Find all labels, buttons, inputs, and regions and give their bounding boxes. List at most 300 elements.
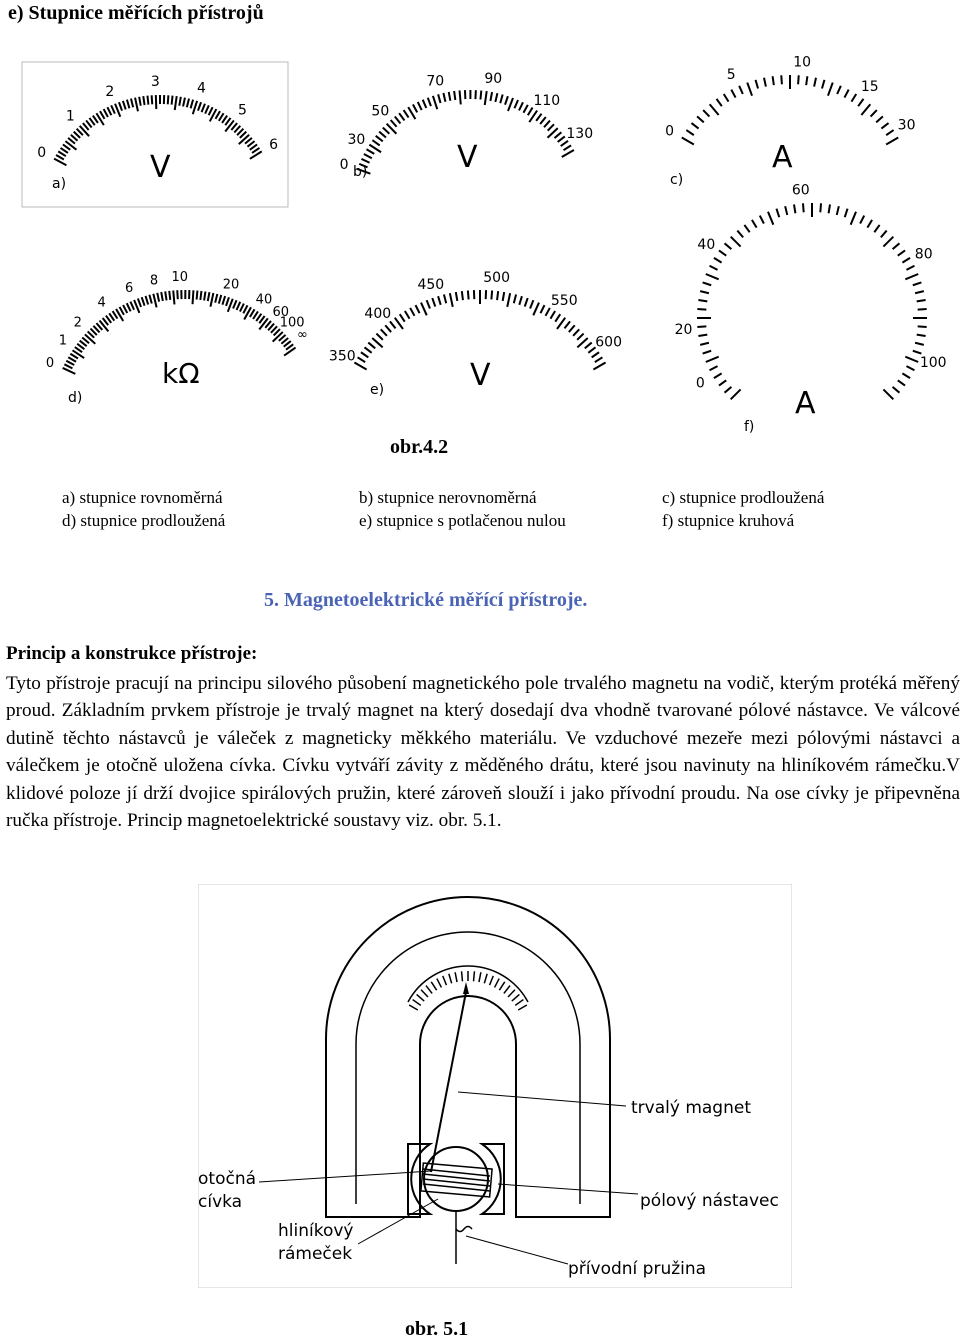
scale-tick [883, 237, 893, 247]
scale-number: 600 [595, 335, 622, 351]
scale-tick [172, 96, 173, 105]
scale-number: 90 [484, 71, 502, 87]
scale-tick [449, 92, 451, 101]
scale-tick [204, 292, 205, 301]
scale-b-tag: b) [353, 164, 367, 180]
scale-number: 3 [151, 74, 160, 90]
scale-number: 60 [273, 305, 290, 320]
scale-tick [725, 243, 732, 249]
scale-tick [368, 343, 375, 349]
scale-tick [851, 94, 856, 102]
scale-tick [421, 303, 427, 316]
scale-tick [893, 243, 900, 249]
scale-tick [222, 296, 225, 305]
scale-tick [500, 95, 502, 104]
scale-number: 15 [861, 79, 879, 95]
scale-tick [491, 291, 492, 300]
scale-tick [703, 282, 712, 285]
scale-tick [405, 311, 410, 319]
scale-tick [703, 110, 709, 116]
diagram-scale-tick [409, 1005, 418, 1010]
scale-tick [918, 309, 927, 310]
scale-tick [70, 354, 78, 359]
scale-tick [858, 99, 863, 106]
label-pole: pólový nástavec [640, 1191, 779, 1211]
scale-number: 0 [46, 356, 54, 371]
scale-f-unit: A [795, 386, 816, 421]
scale-tick [917, 300, 926, 301]
scale-tick [168, 95, 169, 104]
scale-tick [165, 291, 166, 300]
scale-tick [898, 250, 905, 255]
scale-tick [886, 138, 898, 145]
scale-tick [56, 155, 64, 160]
scale-tick [530, 300, 533, 308]
scale-tick [468, 291, 469, 300]
scale-tick [752, 220, 757, 228]
scale-tick [523, 105, 527, 113]
scale-tick [428, 98, 431, 106]
instrument-scales-figure [0, 0, 960, 470]
scale-tick [381, 329, 387, 336]
scale-tick [456, 292, 458, 301]
scale-tick [828, 83, 833, 96]
diagram-scale-tick [449, 974, 452, 984]
permanent-magnet [326, 897, 610, 1217]
diagram-scale-tick [462, 971, 463, 981]
scale-tick [358, 357, 366, 362]
scale-tick [773, 76, 774, 85]
scale-tick [169, 291, 170, 300]
scale-number: 100 [920, 355, 947, 371]
scale-tick [142, 297, 145, 306]
scale-tick [798, 75, 799, 84]
scale-tick [104, 109, 108, 117]
scale-tick [814, 78, 816, 87]
scale-tick [119, 102, 122, 110]
scale-d-unit: kΩ [162, 357, 200, 390]
scale-tick [860, 216, 864, 224]
scale-tick [764, 78, 766, 87]
scale-tick [135, 98, 138, 112]
scale-tick [682, 138, 694, 145]
scale-number: 50 [371, 103, 389, 119]
subheading: Princip a konstrukce přístroje: [6, 643, 257, 665]
scale-tick [719, 380, 726, 385]
scale-number: 1 [59, 334, 67, 349]
scale-tick [592, 352, 599, 357]
scale-tick [107, 107, 111, 115]
scale-tick [219, 113, 224, 121]
scale-tick [514, 295, 516, 304]
scale-tick [209, 107, 213, 115]
scale-tick [383, 128, 390, 134]
scale-tick [427, 300, 430, 308]
scale-tick [127, 303, 131, 311]
scale-tick [376, 334, 382, 340]
scale-tick [395, 318, 403, 329]
scale-tick [400, 314, 405, 321]
scale-number: 60 [792, 182, 810, 198]
scale-tick [366, 149, 374, 154]
scale-tick [573, 329, 579, 336]
scale-number: 30 [347, 132, 365, 148]
scale-tick [714, 373, 722, 378]
scale-tick [63, 368, 76, 374]
scale-tick [706, 357, 719, 362]
scale-tick [385, 325, 391, 332]
scale-tick [785, 206, 787, 215]
scale-tick [250, 309, 255, 317]
scale-tick [253, 311, 258, 319]
scale-number: 8 [150, 273, 158, 288]
scale-tick [497, 291, 498, 300]
scale-tick [913, 351, 922, 354]
scale-number: 0 [696, 376, 705, 392]
scale-tick [555, 132, 562, 138]
scale-tick [519, 102, 523, 110]
scale-tick [837, 86, 841, 94]
scale-f-tag: f) [744, 419, 754, 435]
scale-tick [540, 117, 546, 124]
scale-tick [525, 298, 528, 306]
scale-number: 100 [280, 315, 305, 330]
scale-tick [376, 136, 383, 142]
scale-tick [710, 266, 718, 270]
scale-number: 10 [793, 55, 811, 71]
scale-number: 1 [66, 108, 75, 124]
diagram-scale-tick [443, 976, 447, 985]
diagram-scale-tick [504, 986, 510, 994]
scale-tick [485, 91, 487, 105]
scale-tick [215, 294, 217, 303]
caption-a: a) stupnice rovnoměrná [62, 488, 223, 508]
scale-tick [700, 291, 709, 293]
scale-tick [794, 204, 795, 213]
scale-tick [915, 343, 924, 345]
diagram-scale-tick [515, 1000, 523, 1006]
scale-number: 20 [223, 277, 240, 292]
scale-tick [747, 83, 752, 96]
scale-tick [379, 132, 386, 138]
scale-tick [906, 266, 914, 270]
scale-tick [898, 380, 905, 385]
scale-number: 70 [426, 74, 444, 90]
scale-tick [806, 76, 807, 85]
scale-tick [918, 326, 927, 327]
scale-tick [438, 94, 440, 103]
scale-tick [438, 296, 441, 305]
spring [456, 1211, 472, 1232]
caption-e: e) stupnice s potlačenou nulou [359, 511, 566, 531]
scale-tick [187, 99, 189, 108]
scale-number: 80 [915, 247, 933, 263]
scale-tick [130, 302, 134, 310]
scale-tick [585, 343, 592, 349]
scale-tick [905, 357, 918, 362]
scale-tick [698, 335, 707, 336]
scale-tick [562, 150, 574, 157]
scale-tick [250, 144, 257, 149]
scale-tick [544, 121, 550, 128]
scale-f-ticks [697, 203, 927, 399]
scale-tick [233, 300, 236, 308]
scale-tick [423, 100, 427, 108]
scale-tick [410, 308, 414, 316]
scale-tick [202, 104, 205, 112]
scale-b-unit: V [457, 140, 478, 175]
scale-tick [505, 96, 508, 105]
scale-number: 500 [483, 270, 510, 286]
diagram-scale-tick [431, 982, 436, 990]
scale-tick [577, 334, 583, 340]
scale-tick [191, 100, 193, 109]
scale-tick [64, 364, 72, 368]
pole-shoe-right [482, 1144, 504, 1214]
scale-tick [495, 93, 497, 102]
scale-number: 20 [675, 322, 693, 338]
scale-tick [432, 298, 435, 306]
diagram-scale-tick [437, 979, 442, 988]
scale-number: 550 [551, 293, 578, 309]
scale-tick [691, 123, 698, 129]
scale-tick [198, 102, 201, 110]
scale-tick [508, 98, 513, 111]
scale-tick [744, 225, 749, 232]
scale-tick [93, 116, 98, 123]
scale-tick [507, 293, 510, 307]
scale-tick [404, 110, 409, 117]
scale-tick [111, 105, 115, 113]
scale-tick [883, 389, 893, 399]
scale-number: 110 [533, 93, 560, 109]
scale-tick [139, 97, 141, 106]
scale-tick [100, 111, 105, 119]
scale-tick [54, 159, 66, 166]
scale-tick [240, 304, 244, 312]
scale-tick [731, 237, 741, 247]
scale-tick [564, 321, 570, 328]
caption-d: d) stupnice prodloužená [62, 511, 225, 531]
diagram-scale-tick [512, 994, 520, 1001]
scale-number: 6 [269, 137, 278, 153]
scale-e-tag: e) [370, 382, 384, 398]
scale-number: 0 [37, 145, 46, 161]
diagram-scale-tick [413, 1000, 421, 1006]
scale-tick [710, 366, 718, 370]
scale-number: 350 [329, 349, 356, 365]
scale-tick [902, 373, 910, 378]
scale-tick [703, 351, 712, 354]
scale-tick [756, 80, 758, 89]
scale-tick [719, 250, 726, 255]
scale-tick [58, 151, 66, 156]
scale-a-tag: a) [52, 176, 66, 192]
section-title: 5. Magnetoelektrické měřící přístroje. [264, 589, 587, 612]
label-magnet: trvalý magnet [631, 1098, 751, 1118]
label-spring: přívodní pružina [568, 1259, 706, 1279]
scale-number: 40 [256, 293, 273, 308]
scale-tick [514, 100, 518, 108]
diagram-scale-tick [426, 986, 432, 994]
scale-number: 0 [340, 157, 349, 173]
scale-tick [540, 305, 544, 313]
scale-tick [354, 363, 366, 370]
scale-tick [837, 206, 839, 215]
scale-number: 400 [364, 306, 391, 322]
scale-tick [120, 307, 124, 315]
scale-tick [243, 305, 247, 313]
scale-tick [725, 387, 732, 393]
scale-tick [881, 123, 888, 129]
scale-tick [395, 116, 401, 123]
scale-tick [273, 332, 283, 342]
diagram-scale-tick [490, 976, 494, 985]
scale-tick [803, 203, 804, 212]
scale-tick [444, 295, 446, 304]
scale-tick [183, 98, 185, 107]
diagram-scale-tick [455, 972, 457, 982]
scale-tick [454, 91, 455, 100]
scale-number: ∞ [297, 327, 308, 342]
scale-tick [147, 96, 148, 105]
scale-c-unit: A [772, 140, 793, 175]
scale-tick [123, 101, 126, 110]
figure-label-4-2: obr.4.2 [390, 436, 448, 459]
scale-tick [760, 216, 764, 224]
scale-tick [460, 90, 461, 104]
scale-tick [68, 357, 76, 362]
scale-tick [85, 334, 95, 343]
scale-tick [361, 159, 369, 163]
scale-tick [768, 212, 773, 225]
scale-tick [222, 116, 227, 123]
scale-tick [706, 274, 719, 279]
caption-c: c) stupnice prodloužená [662, 488, 824, 508]
scale-number: 4 [98, 295, 106, 310]
scale-tick [418, 102, 422, 110]
scale-a-unit: V [150, 150, 171, 185]
scale-tick [480, 91, 481, 100]
scale-tick [193, 101, 197, 114]
scale-tick [127, 100, 129, 109]
scale-tick [237, 302, 241, 310]
scale-number: 6 [125, 281, 133, 296]
label-frame: hliníkový rámeček [278, 1220, 368, 1266]
scale-tick [413, 104, 417, 112]
body-paragraph: Tyto přístroje pracují na principu silového působení magnetického pole trvalého magnetu na vodič, kterým protéká měřený proud. Základním prvkem přístroje je trvalý magnet na který dosedají dva vhodně tvarované pólové nástavce. Ve válcové dutině těchto nástavců je váleček z magneticky měkkého materiálu. Ve vzduchové mezeře mezi pólovými nástavci a válečkem je otočně uložena cívka. Cívku vytváří závity z měděného drátu, které jsou navinuty na hliníkovém rámečku.V klidové poloze jí drží dvojice spirálových pružin, které zároveň slouží i jako přívodní proudu. Na ose cívky je připevněna ručka přístroje. Princip magnetoelektrické soustavy viz. obr. 5.1. [6, 670, 960, 834]
scale-tick [550, 311, 555, 319]
scale-tick [902, 258, 910, 263]
scale-tick [123, 305, 127, 313]
scale-tick [820, 203, 821, 212]
scale-tick [731, 90, 735, 98]
scale-tick [149, 295, 151, 304]
diagram-scale-tick [495, 979, 500, 988]
scale-tick [724, 94, 729, 102]
scale-tick [717, 99, 722, 106]
scale-tick [739, 86, 743, 94]
scale-tick [146, 296, 149, 305]
scale-tick [361, 352, 368, 357]
scale-number: 2 [74, 315, 82, 330]
scale-number: 4 [197, 81, 206, 97]
scale-c-tag: c) [670, 172, 683, 188]
scale-tick [193, 290, 194, 304]
scale-tick [697, 116, 704, 122]
scale-tick [876, 116, 883, 122]
diagram-scale-tick [518, 1005, 527, 1010]
scale-tick [731, 389, 741, 399]
scale-tick [595, 357, 603, 362]
scale-tick [61, 148, 68, 153]
scale-tick [558, 136, 565, 142]
scale-tick [131, 99, 133, 108]
scale-tick [913, 282, 922, 285]
diagram-scale-tick [474, 971, 475, 981]
scale-tick [822, 80, 824, 89]
scale-tick [829, 204, 830, 213]
magnetoelectric-diagram [198, 884, 792, 1288]
scale-tick [252, 148, 259, 153]
scale-tick [871, 110, 877, 116]
scale-number: 5 [238, 102, 247, 118]
scale-tick [89, 118, 94, 125]
scale-tick [219, 295, 221, 304]
diagram-scale-tick [421, 990, 428, 997]
scale-tick [153, 294, 156, 308]
scale-tick [416, 305, 420, 313]
scale-tick [462, 291, 463, 300]
scale-number: 30 [898, 117, 916, 133]
scale-tick [372, 140, 379, 145]
scale-tick [216, 111, 221, 119]
scale-tick [63, 144, 70, 149]
scale-tick [175, 96, 177, 110]
scale-tick [66, 361, 74, 365]
scale-tick [714, 258, 722, 263]
label-coil: otočná cívka [198, 1168, 264, 1214]
scale-number: 2 [105, 84, 114, 100]
scale-tick [886, 130, 893, 135]
scale-tick [905, 274, 918, 279]
scale-tick [906, 366, 914, 370]
scale-tick [208, 292, 210, 301]
scale-tick [225, 118, 230, 125]
diagram-scale-tick [417, 994, 425, 1001]
scale-tick [210, 293, 213, 307]
scale-tick [781, 75, 782, 84]
scale-tick [710, 104, 719, 115]
scale-tick [390, 321, 396, 328]
scale-tick [697, 326, 706, 327]
scale-number: 10 [172, 270, 189, 285]
scale-tick [686, 130, 693, 135]
scale-tick [364, 154, 372, 158]
scale-tick [143, 96, 144, 105]
scale-tick [844, 90, 848, 98]
scale-number: 450 [417, 277, 444, 293]
caption-b: b) stupnice nerovnoměrná [359, 488, 537, 508]
scale-tick [138, 298, 141, 306]
scale-tick [569, 325, 575, 332]
scale-tick [533, 303, 539, 316]
scale-tick [179, 97, 181, 106]
scale-tick [177, 290, 178, 299]
scale-tick [697, 309, 706, 310]
scale-tick [867, 220, 872, 228]
scale-tick [197, 291, 198, 300]
